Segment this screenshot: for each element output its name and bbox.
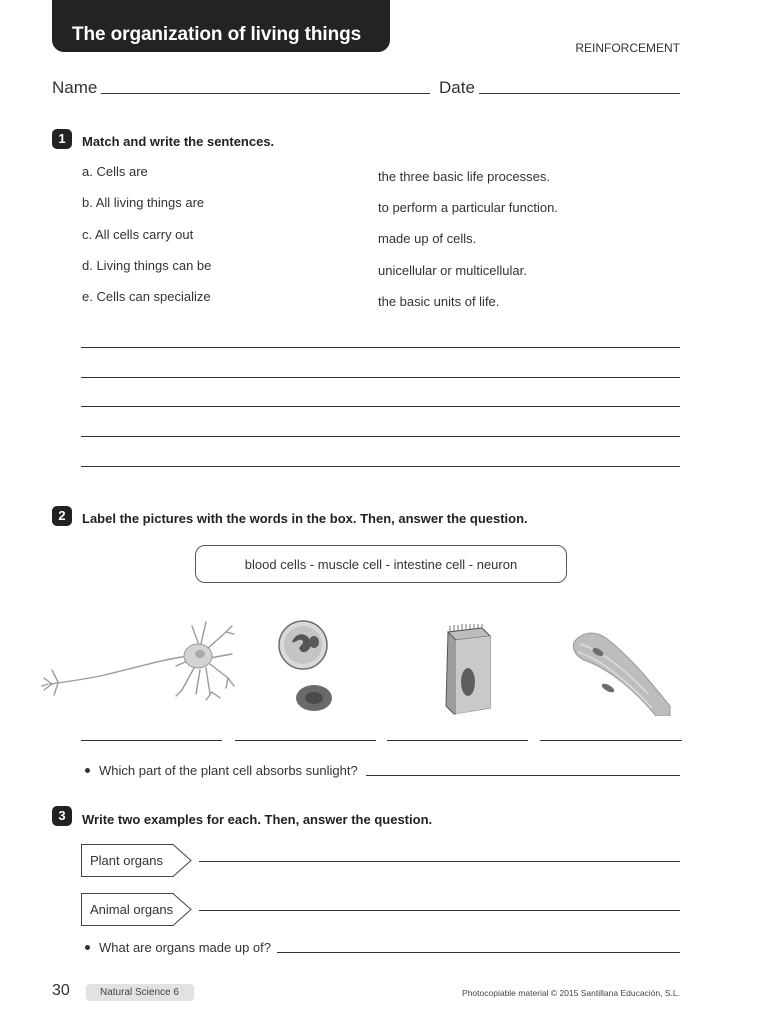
match-right-2: to perform a particular function. [378, 200, 558, 215]
picture-label-line-1[interactable] [81, 740, 222, 741]
muscle-cell-image [572, 628, 672, 716]
match-left-e: e. Cells can specialize [82, 289, 211, 304]
intestine-cell-image [440, 624, 496, 716]
blood-cells-image [278, 620, 334, 716]
match-right-4: unicellular or multicellular. [378, 263, 527, 278]
plant-organs-answer-line[interactable] [199, 861, 680, 862]
answer-line-2[interactable] [81, 377, 680, 378]
match-left-a: a. Cells are [82, 164, 148, 179]
exercise-1-number: 1 [52, 129, 72, 149]
plant-organs-label-box [81, 844, 193, 876]
neuron-image [40, 618, 235, 703]
plant-organs-label: Plant organs [90, 853, 163, 868]
answer-line-3[interactable] [81, 406, 680, 407]
question-organs-made-of: What are organs made up of? [99, 940, 271, 955]
date-field[interactable] [479, 93, 680, 94]
match-left-b: b. All living things are [82, 195, 205, 210]
answer-line-1[interactable] [81, 347, 680, 348]
answer-line-4[interactable] [81, 436, 680, 437]
answer-plant-cell-line[interactable] [366, 775, 680, 776]
exercise-3-number: 3 [52, 806, 72, 826]
name-label: Name [52, 78, 98, 97]
match-left-d: d. Living things can be [82, 258, 212, 273]
date-label: Date [439, 78, 475, 97]
subject-badge: Natural Science 6 [86, 984, 194, 1001]
exercise-2-instruction: Label the pictures with the words in the box. Then, answer the question. [82, 511, 528, 526]
answer-organs-line[interactable] [277, 952, 680, 953]
section-tag: REINFORCEMENT [575, 41, 680, 55]
name-field[interactable] [101, 93, 430, 94]
picture-label-line-3[interactable] [387, 740, 528, 741]
picture-label-line-4[interactable] [540, 740, 682, 741]
animal-organs-answer-line[interactable] [199, 910, 680, 911]
animal-organs-label: Animal organs [90, 902, 174, 917]
exercise-3-instruction: Write two examples for each. Then, answer the question. [82, 812, 433, 827]
word-box: blood cells - muscle cell - intestine cell - neuron [195, 545, 567, 583]
copyright-notice: Photocopiable material © 2015 Santillana Educación, S.L. [462, 988, 680, 998]
match-right-1: the three basic life processes. [378, 169, 550, 184]
page-number: 30 [52, 982, 70, 999]
page-title: The organization of living things [52, 0, 390, 52]
answer-line-5[interactable] [81, 466, 680, 467]
animal-organs-label-box [81, 893, 193, 925]
exercise-1-instruction: Match and write the sentences. [82, 134, 275, 149]
picture-label-line-2[interactable] [235, 740, 376, 741]
match-right-3: made up of cells. [378, 231, 477, 246]
exercise-2-number: 2 [52, 506, 72, 526]
match-left-c: c. All cells carry out [82, 227, 194, 242]
match-right-5: the basic units of life. [378, 294, 500, 309]
question-plant-cell: Which part of the plant cell absorbs sunlight? [99, 763, 358, 778]
